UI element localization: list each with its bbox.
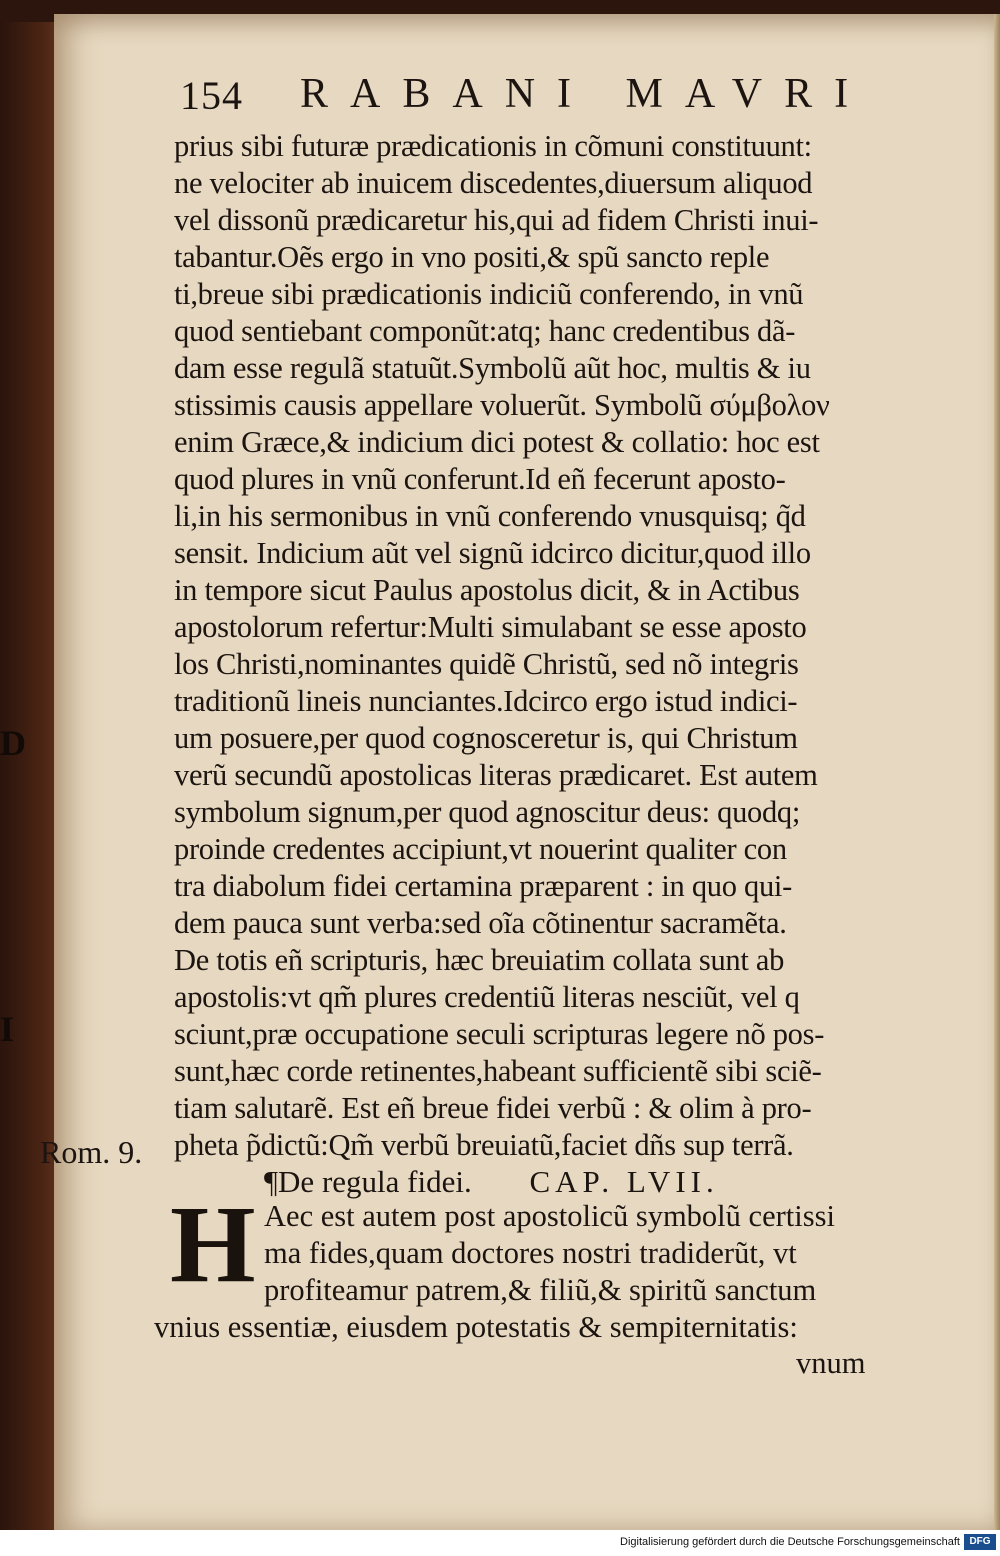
text-line: sunt,hæc corde retinentes,habeant sufficientẽ sibi sciẽ- (174, 1054, 822, 1088)
margin-mark-d: D (0, 723, 26, 763)
margin-note: Rom. 9. (40, 1134, 143, 1170)
text-line: dem pauca sunt verba:sed oĩa cõtinentur sacramẽta. (174, 906, 787, 940)
text-line: los Christi,nominantes quidẽ Christũ, sed nõ integris (174, 647, 799, 681)
text-line: apostolis:vt qm̃ plures credentiũ literas nesciũt, vel q (174, 980, 800, 1014)
text-line: in tempore sicut Paulus apostolus dicit, & in Actibus (174, 573, 800, 607)
chapter-number: CAP. LVII. (529, 1164, 719, 1199)
text-line: um posuere,per quod cognosceretur is, qui Christum (174, 721, 798, 755)
text-line: ti,breue sibi prædicationis indiciũ conferendo, in vnũ (174, 277, 804, 311)
page-number: 154 (180, 73, 243, 118)
text-line: tra diabolum fidei certamina præparent : in quo qui- (174, 869, 792, 903)
chapter-title: ¶De regula fidei. (264, 1164, 472, 1199)
text-line: tabantur.Oẽs ergo in vno positi,& spũ sancto reple (174, 240, 770, 274)
text-line: li,in his sermonibus in vnũ conferendo vnusquisq; q̃d (174, 499, 806, 533)
text-line: proinde credentes accipiunt,vt nouerint qualiter con (174, 832, 787, 866)
margin-mark-i: I (0, 1009, 15, 1049)
text-line: quod plures in vnũ conferunt.Id eñ fecerunt aposto- (174, 462, 786, 496)
text-line: traditionũ lineis nunciantes.Idcirco ergo istud indici- (174, 684, 798, 718)
text-line: profiteamur patrem,& filiũ,& spiritũ sanctum (264, 1273, 817, 1307)
chapter-text-indented (264, 1198, 914, 1309)
text-line: sciunt,præ occupatione seculi scripturas legere nõ pos- (174, 1017, 825, 1051)
text-line: symbolum signum,per quod agnoscitur deus: quodq; (174, 795, 801, 829)
text-line: ne velociter ab inuicem discedentes,diuersum aliquod (174, 166, 813, 200)
text-line: verũ secundũ apostolicas literas prædicaret. Est autem (174, 758, 818, 792)
text-line: tiam salutarẽ. Est eñ breue fidei verbũ : & olim à pro- (174, 1091, 812, 1125)
page-header (180, 66, 880, 126)
text-line: sensit. Indicium aũt vel signũ idcirco dicitur,quod illo (174, 536, 811, 570)
digitization-credit: Digitalisierung gefördert durch die Deutsche Forschungsgemeinschaft (620, 1536, 960, 1548)
running-head: RABANI MAVRI (300, 71, 871, 117)
text-line: stissimis causis appellare voluerũt. Symbolũ σύμβολον (174, 388, 830, 422)
text-line: pheta p̃dictũ:Qm̃ verbũ breuiatũ,faciet dñs sup terrã. (174, 1128, 794, 1162)
dfg-logo: DFG (964, 1534, 996, 1550)
page-edge-right (994, 14, 1000, 1530)
text-line: enim Græce,& indicium dici potest & collatio: hoc est (174, 425, 820, 459)
text-line: Aec est autem post apostolicũ symbolũ certissi (264, 1199, 835, 1233)
decorated-initial: H (170, 1183, 256, 1305)
text-line: vel dissonũ prædicaretur his,qui ad fidem Christi inui- (174, 203, 819, 237)
chapter-heading (264, 1164, 719, 1200)
body-text (174, 128, 914, 1164)
catchword: vnum (796, 1346, 866, 1380)
text-line: De totis eñ scripturis, hæc breuiatim collata sunt ab (174, 943, 785, 977)
text-line: ma fides,quam doctores nostri tradiderũt, vt (264, 1236, 797, 1270)
chapter-text-full (154, 1309, 914, 1346)
text-line: vnius essentiæ, eiusdem potestatis & sempiternitatis: (154, 1310, 798, 1344)
text-line: quod sentiebant componũt:atq; hanc credentibus dã- (174, 314, 796, 348)
text-line: dam esse regulã statuũt.Symbolũ aũt hoc, multis & iu (174, 351, 811, 385)
text-line: apostolorum refertur:Multi simulabant se esse aposto (174, 610, 807, 644)
text-line: prius sibi futuræ prædicationis in cõmuni constituunt: (174, 129, 812, 163)
